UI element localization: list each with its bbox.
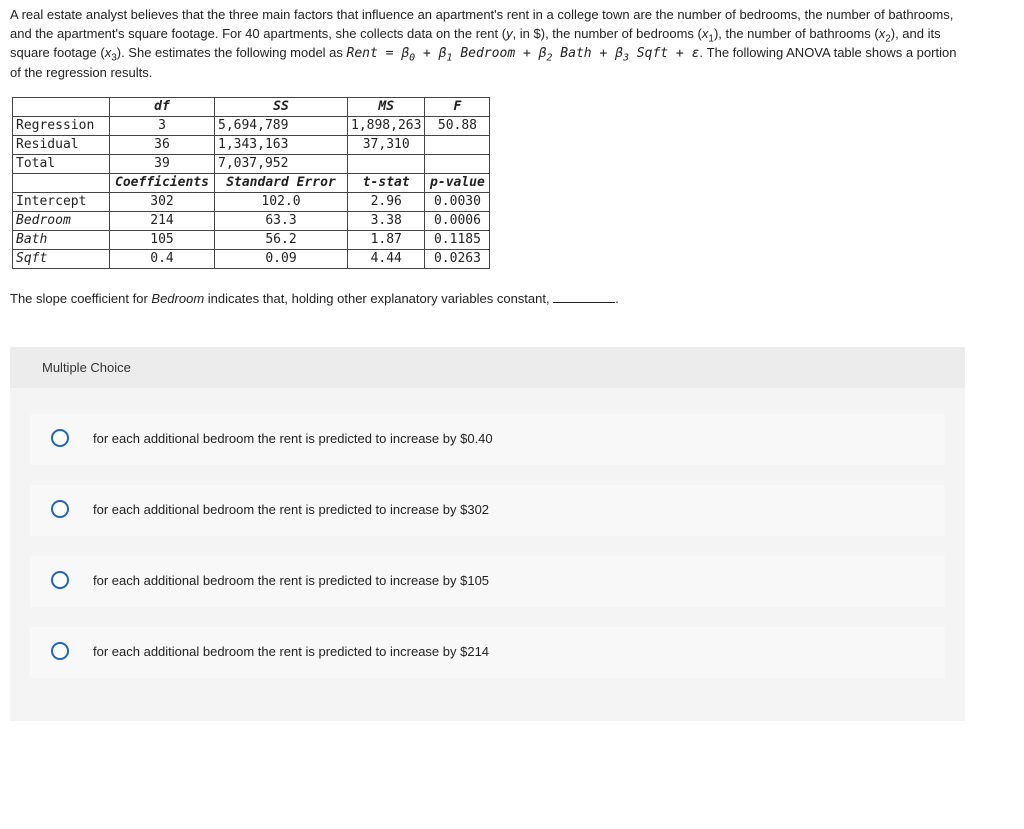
- table-row: [13, 155, 490, 174]
- choice-label: for each additional bedroom the rent is predicted to increase by $0.40: [93, 431, 493, 446]
- table-cell: 0.1185: [425, 231, 490, 250]
- radio-button-icon[interactable]: [51, 642, 69, 660]
- multiple-choice-label: Multiple Choice: [42, 360, 131, 375]
- intro-text: , in $), the number of bedrooms (: [512, 26, 702, 41]
- intro-text: ), and its square footage (: [10, 26, 941, 60]
- table-row: [13, 136, 490, 155]
- question-text: [10, 290, 619, 306]
- answer-blank: [553, 290, 615, 303]
- table-cell: 0.0263: [425, 250, 490, 269]
- table-cell: 50.88: [425, 117, 490, 136]
- subscript: 1: [446, 52, 453, 64]
- table-row: [13, 117, 490, 136]
- table-cell: [348, 155, 425, 174]
- table-row: [13, 250, 490, 269]
- subscript: 1: [708, 33, 714, 45]
- radio-button-icon[interactable]: [51, 571, 69, 589]
- choice-label: for each additional bedroom the rent is predicted to increase by $214: [93, 644, 490, 659]
- var-y: y: [506, 26, 513, 41]
- radio-button-icon[interactable]: [51, 429, 69, 447]
- intro-text: ). She estimates the following model as: [116, 45, 347, 60]
- model-equation: [346, 46, 700, 64]
- table-cell: 102.0: [215, 193, 348, 212]
- problem-statement: [10, 5, 970, 82]
- table-cell: 39: [110, 155, 215, 174]
- column-header: df: [110, 98, 215, 117]
- equation-part: + β: [415, 46, 447, 61]
- table-cell: 37,310: [348, 136, 425, 155]
- table-cell: 3: [110, 117, 215, 136]
- column-header: Coefficients: [110, 174, 215, 193]
- table-cell: 36: [110, 136, 215, 155]
- column-header: t-stat: [348, 174, 425, 193]
- table-cell: 1.87: [348, 231, 425, 250]
- table-cell: 0.4: [110, 250, 215, 269]
- row-label: Bedroom: [13, 212, 110, 231]
- var-x3: x: [104, 45, 112, 60]
- table-cell: 56.2: [215, 231, 348, 250]
- row-label: Residual: [13, 136, 110, 155]
- subscript: 2: [885, 33, 891, 45]
- question-term: Bedroom: [151, 291, 205, 306]
- table-row: [13, 193, 490, 212]
- choice-option-3[interactable]: [30, 556, 945, 607]
- table-cell: 0.0006: [425, 212, 490, 231]
- equation-part: Bath + β: [552, 46, 623, 61]
- question-part: .: [615, 291, 619, 306]
- anova-table: [12, 97, 490, 269]
- table-cell: 302: [110, 193, 215, 212]
- radio-button-icon[interactable]: [51, 500, 69, 518]
- intro-text: A real estate analyst believes that the three main factors that influence an apartment's rent in a college town are the number of bedrooms, the number of bathrooms, and the apartment's square footage. For 40 apartments, she collects data on the rent (: [10, 7, 954, 41]
- row-label: Total: [13, 155, 110, 174]
- row-label: Regression: [13, 117, 110, 136]
- row-label: Intercept: [13, 193, 110, 212]
- var-x1: x: [701, 26, 709, 41]
- question-part: indicates that, holding other explanatory variables constant,: [204, 291, 554, 306]
- subscript: 2: [546, 52, 553, 64]
- table-cell: 2.96: [348, 193, 425, 212]
- column-header: p-value: [425, 174, 490, 193]
- table-cell: 4.44: [348, 250, 425, 269]
- table-cell: 105: [110, 231, 215, 250]
- table-cell: 214: [110, 212, 215, 231]
- choice-label: for each additional bedroom the rent is predicted to increase by $105: [93, 573, 490, 588]
- subscript: 3: [111, 52, 117, 64]
- table-cell: [13, 98, 110, 117]
- table-cell: 0.0030: [425, 193, 490, 212]
- table-cell: [425, 136, 490, 155]
- column-header: Standard Error: [215, 174, 348, 193]
- table-cell: 7,037,952: [215, 155, 348, 174]
- var-x2: x: [878, 26, 886, 41]
- subscript: 3: [622, 52, 629, 64]
- table-cell: [425, 155, 490, 174]
- table-cell: [13, 174, 110, 193]
- equation-part: Sqft + ε: [628, 46, 700, 61]
- column-header: SS: [215, 98, 348, 117]
- table-row: [13, 212, 490, 231]
- table-row: [13, 231, 490, 250]
- table-cell: 5,694,789: [215, 117, 348, 136]
- equation-part: Bedroom + β: [452, 46, 547, 61]
- choice-option-4[interactable]: [30, 627, 945, 678]
- row-label: Bath: [13, 231, 110, 250]
- table-row: [13, 174, 490, 193]
- table-cell: 63.3: [215, 212, 348, 231]
- subscript: 0: [409, 52, 416, 64]
- row-label: Sqft: [13, 250, 110, 269]
- table-row: [13, 98, 490, 117]
- table-cell: 0.09: [215, 250, 348, 269]
- choice-option-2[interactable]: [30, 485, 945, 536]
- choice-option-1[interactable]: [30, 414, 945, 465]
- intro-text: ), the number of bathrooms (: [713, 26, 879, 41]
- intro-text: . The following ANOVA table shows a portion of the regression results.: [10, 45, 957, 80]
- column-header: F: [425, 98, 490, 117]
- table-cell: 1,343,163: [215, 136, 348, 155]
- choice-label: for each additional bedroom the rent is predicted to increase by $302: [93, 502, 490, 517]
- table-cell: 1,898,263: [348, 117, 425, 136]
- question-part: The slope coefficient for: [10, 291, 152, 306]
- equation-part: Rent = β: [346, 46, 410, 61]
- multiple-choice-panel: [10, 347, 965, 721]
- table-cell: 3.38: [348, 212, 425, 231]
- column-header: MS: [348, 98, 425, 117]
- multiple-choice-header: [10, 347, 965, 388]
